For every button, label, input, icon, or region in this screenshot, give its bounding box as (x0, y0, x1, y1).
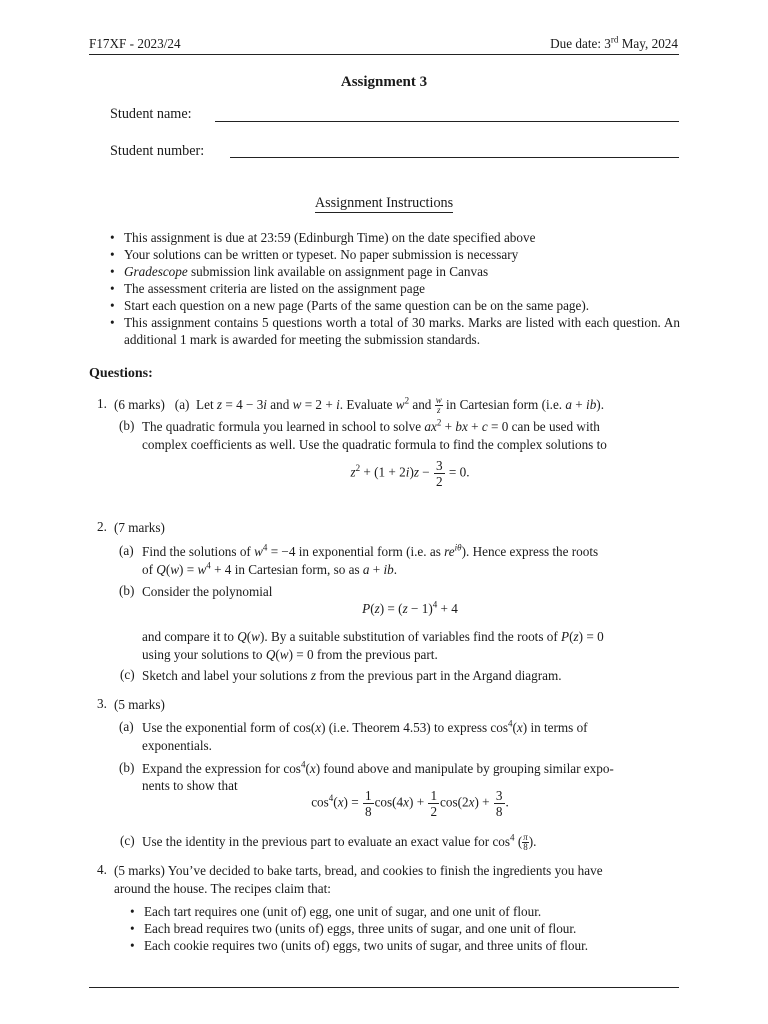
q3-marks: (5 marks) (114, 697, 165, 712)
list-item: • Each bread requires two (units of) eggs, three units of sugar, and one unit of flour. (130, 920, 680, 937)
list-item: • Each tart requires one (unit of) egg, one unit of sugar, and one unit of flour. (130, 903, 680, 920)
q3-a-line2: exponentials. (142, 738, 212, 753)
q1-b-line2: complex coefficients as well. Use the quadratic formula to find the complex solutions to (142, 437, 607, 452)
student-number-label: Student number: (110, 143, 205, 159)
q2-a-line2: of $Q(w) = w^4 + 4$ in Cartesian form, so as a + ib. (142, 560, 398, 577)
q3-c-label: (c) (120, 833, 135, 848)
q2-b-line2: and compare it to Q(w). By a suitable substitution of variables find the roots of P(z) = 0 (142, 629, 604, 644)
list-item: • Start each question on a new page (Parts of the same question can be on the same page). (110, 297, 680, 314)
questions-heading: Questions: (89, 366, 153, 381)
q2-b-line3: using your solutions to Q(w) = 0 from the previous part. (142, 647, 438, 662)
student-number-line[interactable] (230, 157, 679, 158)
q2-a-label: (a) (119, 543, 134, 558)
q3-b-line1: Expand the expression for $\cos^4(x)$ found above and manipulate by grouping similar expo- (142, 759, 614, 776)
due-date: Due date: 3rd May, 2024 (550, 34, 678, 51)
student-name-label: Student name: (110, 106, 192, 122)
list-item: • This assignment contains 5 questions worth a total of 30 marks. Marks are listed with each question. An additional 1 mark is awarded for meeting the submission standards. (110, 314, 680, 348)
q2-equation: $P(z) = (z - 1)^4 + 4$ (362, 599, 458, 616)
question-number: 1. (97, 396, 107, 411)
question-number: 2. (97, 519, 107, 534)
q2-c-line: Sketch and label your solutions z from the previous part in the Argand diagram. (142, 668, 562, 683)
q3-b-label: (b) (119, 760, 135, 775)
q3-a-line1: Use the exponential form of cos(x) (i.e. Theorem 4.53) to express $\cos^4(x)$ in terms of (142, 718, 588, 735)
list-item: • This assignment is due at 23:59 (Edinburgh Time) on the date specified above (110, 229, 680, 246)
q4-recipe-list (130, 903, 680, 954)
q1-b-label: (b) (119, 418, 135, 433)
instructions-list (110, 229, 680, 348)
list-item: • Each cookie requires two (units of) eggs, two units of sugar, and three units of flour. (130, 937, 680, 954)
header-rule (89, 54, 679, 55)
q4-line2: around the house. The recipes claim that: (114, 881, 331, 896)
q2-marks: (7 marks) (114, 520, 165, 535)
list-item: • Your solutions can be written or typeset. No paper submission is necessary (110, 246, 680, 263)
list-item: • Gradescope submission link available on assignment page in Canvas (110, 263, 680, 280)
list-item: • The assessment criteria are listed on the assignment page (110, 280, 680, 297)
q2-b-label: (b) (119, 583, 135, 598)
instructions-heading: Assignment Instructions (314, 195, 454, 211)
page-title: Assignment 3 (340, 74, 428, 90)
footer-rule (89, 987, 679, 988)
q3-c-line: Use the identity in the previous part to evaluate an exact value for $\cos^4$ ( $\frac{\pi}{8}$ ). (142, 832, 537, 853)
q2-c-label: (c) (120, 667, 135, 682)
q1-b-line1: The quadratic formula you learned in school to solve $ax^2$ + bx + c = 0 can be used with (142, 417, 600, 434)
course-code: F17XF - 2023/24 (89, 36, 181, 51)
q1-part-a: (6 marks) (a) Let z = 4 − 3i and w = 2 + i. Evaluate $w^2$ and $\frac{w}{z}$ in Cartesian form (i.e. a + ib). (114, 395, 604, 416)
q4-line1: (5 marks) You’ve decided to bake tarts, bread, and cookies to finish the ingredients you have (114, 863, 603, 878)
q3-a-label: (a) (119, 719, 134, 734)
q1-equation: $z^2 + (1 + 2i)z$ − $\frac{3}{2}$ = 0. (350, 458, 470, 489)
q2-a-line1: Find the solutions of $w^4 = -4$ in exponential form (i.e. as $re^{i\theta}$). Hence express the roots (142, 542, 599, 559)
q3-b-line2: nents to show that (142, 778, 238, 793)
question-number: 4. (97, 862, 107, 877)
q3-identity: $\cos^4(x)$ = $\frac{1}{8}$ cos(4x) + $\frac{1}{2}$ cos(2x) + $\frac{3}{8}$ . (311, 788, 509, 819)
q2-b-line1: Consider the polynomial (142, 584, 273, 599)
student-name-line[interactable] (215, 121, 679, 122)
question-number: 3. (97, 696, 107, 711)
